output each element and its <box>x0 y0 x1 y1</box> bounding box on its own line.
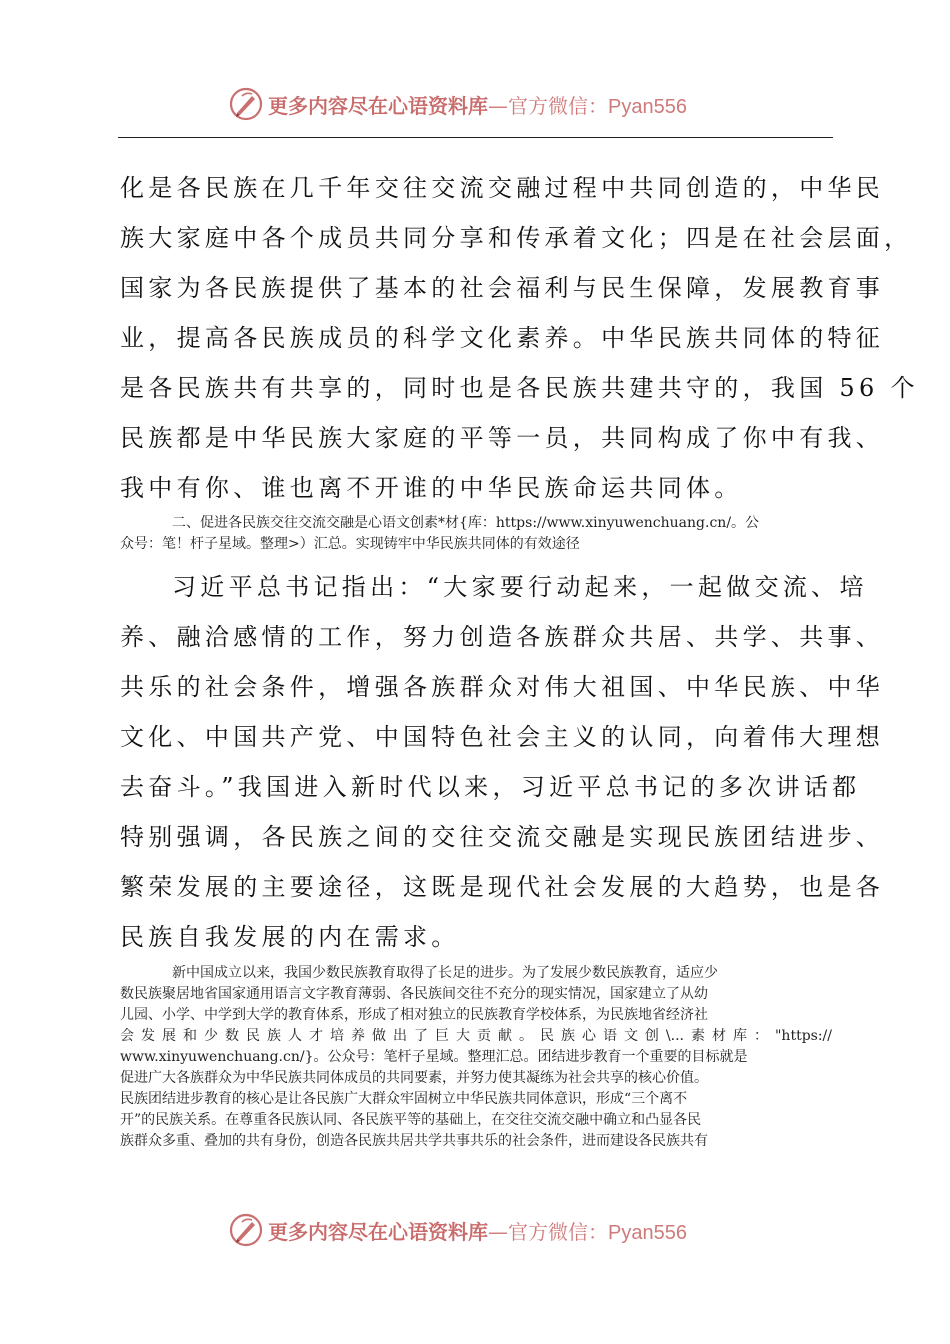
text-line: 共乐的社会条件，增强各族群众对伟大祖国、中华民族、中华 <box>120 673 885 701</box>
header-divider <box>118 137 833 138</box>
paragraph-3 <box>120 963 832 1152</box>
text-line: 是各民族共有共享的，同时也是各民族共建共守的，我国 56 个 <box>120 374 919 402</box>
paragraph-2 <box>120 562 885 962</box>
text-line: 我中有你、谁也离不开谁的中华民族命运共同体。 <box>120 474 743 502</box>
footer-banner <box>0 1210 950 1250</box>
banner-separator: — <box>488 1220 508 1244</box>
text-line: 文化、中国共产党、中国特色社会主义的认同，向着伟大理想 <box>120 723 885 751</box>
text-line: 开”的民族关系。在尊重各民族认同、各民族平等的基础上，在交往交流交融中确立和凸显各民 <box>120 1112 702 1128</box>
banner-wechat-id: Pyan556 <box>608 96 687 118</box>
text-line: 民族都是中华民族大家庭的平等一员，共同构成了你中有我、 <box>120 424 885 452</box>
text-line: 民族团结进步教育的核心是让各民族广大群众牢固树立中华民族共同体意识，形成“三个离不 <box>120 1091 688 1107</box>
banner-separator: — <box>488 94 508 118</box>
text-line: 数民族聚居地省国家通用语言文字教育薄弱、各民族间交往不充分的现实情况，国家建立了从幼 <box>120 986 708 1002</box>
text-line: 儿园、小学、中学到大学的教育体系，形成了相对独立的民族教育学校体系，为民族地省经济社 <box>120 1007 708 1023</box>
text-line: 促进广大各族群众为中华民族共同体成员的共同要素，并努力使其凝练为社会共享的核心价值。 <box>120 1070 708 1086</box>
text-line: 化是各民族在几千年交往交流交融过程中共同创造的，中华民 <box>120 174 885 202</box>
text-line: 去奋斗。”我国进入新时代以来，习近平总书记的多次讲话都 <box>120 773 861 801</box>
text-line: 业，提高各民族成员的科学文化素养。中华民族共同体的特征 <box>120 324 885 352</box>
text-line: 族大家庭中各个成员共同分享和传承着文化；四是在社会层面， <box>120 224 913 252</box>
text-line: 新中国成立以来，我国少数民族教育取得了长足的进步。为了发展少数民族教育，适应少 <box>172 965 718 981</box>
banner-text <box>268 90 687 119</box>
section-heading <box>120 513 832 555</box>
text-line: 众号：笔！杆子星域。整理>）汇总。实现铸牢中华民族共同体的有效途径 <box>120 536 580 552</box>
header-banner <box>0 84 950 124</box>
banner-wechat-id: Pyan556 <box>608 1222 687 1244</box>
pen-logo-icon <box>228 86 264 122</box>
pen-logo-icon <box>228 1212 264 1248</box>
text-line: www.xinyuwenchuang.cn/}。公众号：笔杆子星域。整理汇总。团结进步教育一个重要的目标就是 <box>120 1049 748 1065</box>
text-line: 会发展和少数民族人才培养做出了巨大贡献。民族心语文创\...素材库："https:// <box>120 1028 832 1044</box>
text-line: 民族自我发展的内在需求。 <box>120 923 460 951</box>
text-line: 国家为各民族提供了基本的社会福利与民生保障，发展教育事 <box>120 274 885 302</box>
banner-main: 更多内容尽在心语资料库 <box>268 94 488 118</box>
text-line: 特别强调，各民族之间的交往交流交融是实现民族团结进步、 <box>120 823 885 851</box>
text-line: 族群众多重、叠加的共有身份，创造各民族共居共学共事共乐的社会条件，进而建设各民族共有 <box>120 1133 708 1149</box>
paragraph-1 <box>120 163 919 513</box>
banner-main: 更多内容尽在心语资料库 <box>268 1220 488 1244</box>
text-line: 二、促进各民族交往交流交融是心语文创素*材{库：https://www.xinyuwenchuang.cn/。公 <box>172 515 760 531</box>
text-line: 养、融洽感情的工作，努力创造各族群众共居、共学、共事、 <box>120 623 885 651</box>
banner-wechat-label: 官方微信： <box>508 1220 608 1244</box>
text-line: 习近平总书记指出：“大家要行动起来，一起做交流、培 <box>172 573 868 601</box>
banner-wechat-label: 官方微信： <box>508 94 608 118</box>
text-line: 繁荣发展的主要途径，这既是现代社会发展的大趋势，也是各 <box>120 873 885 901</box>
banner-text <box>268 1216 687 1245</box>
